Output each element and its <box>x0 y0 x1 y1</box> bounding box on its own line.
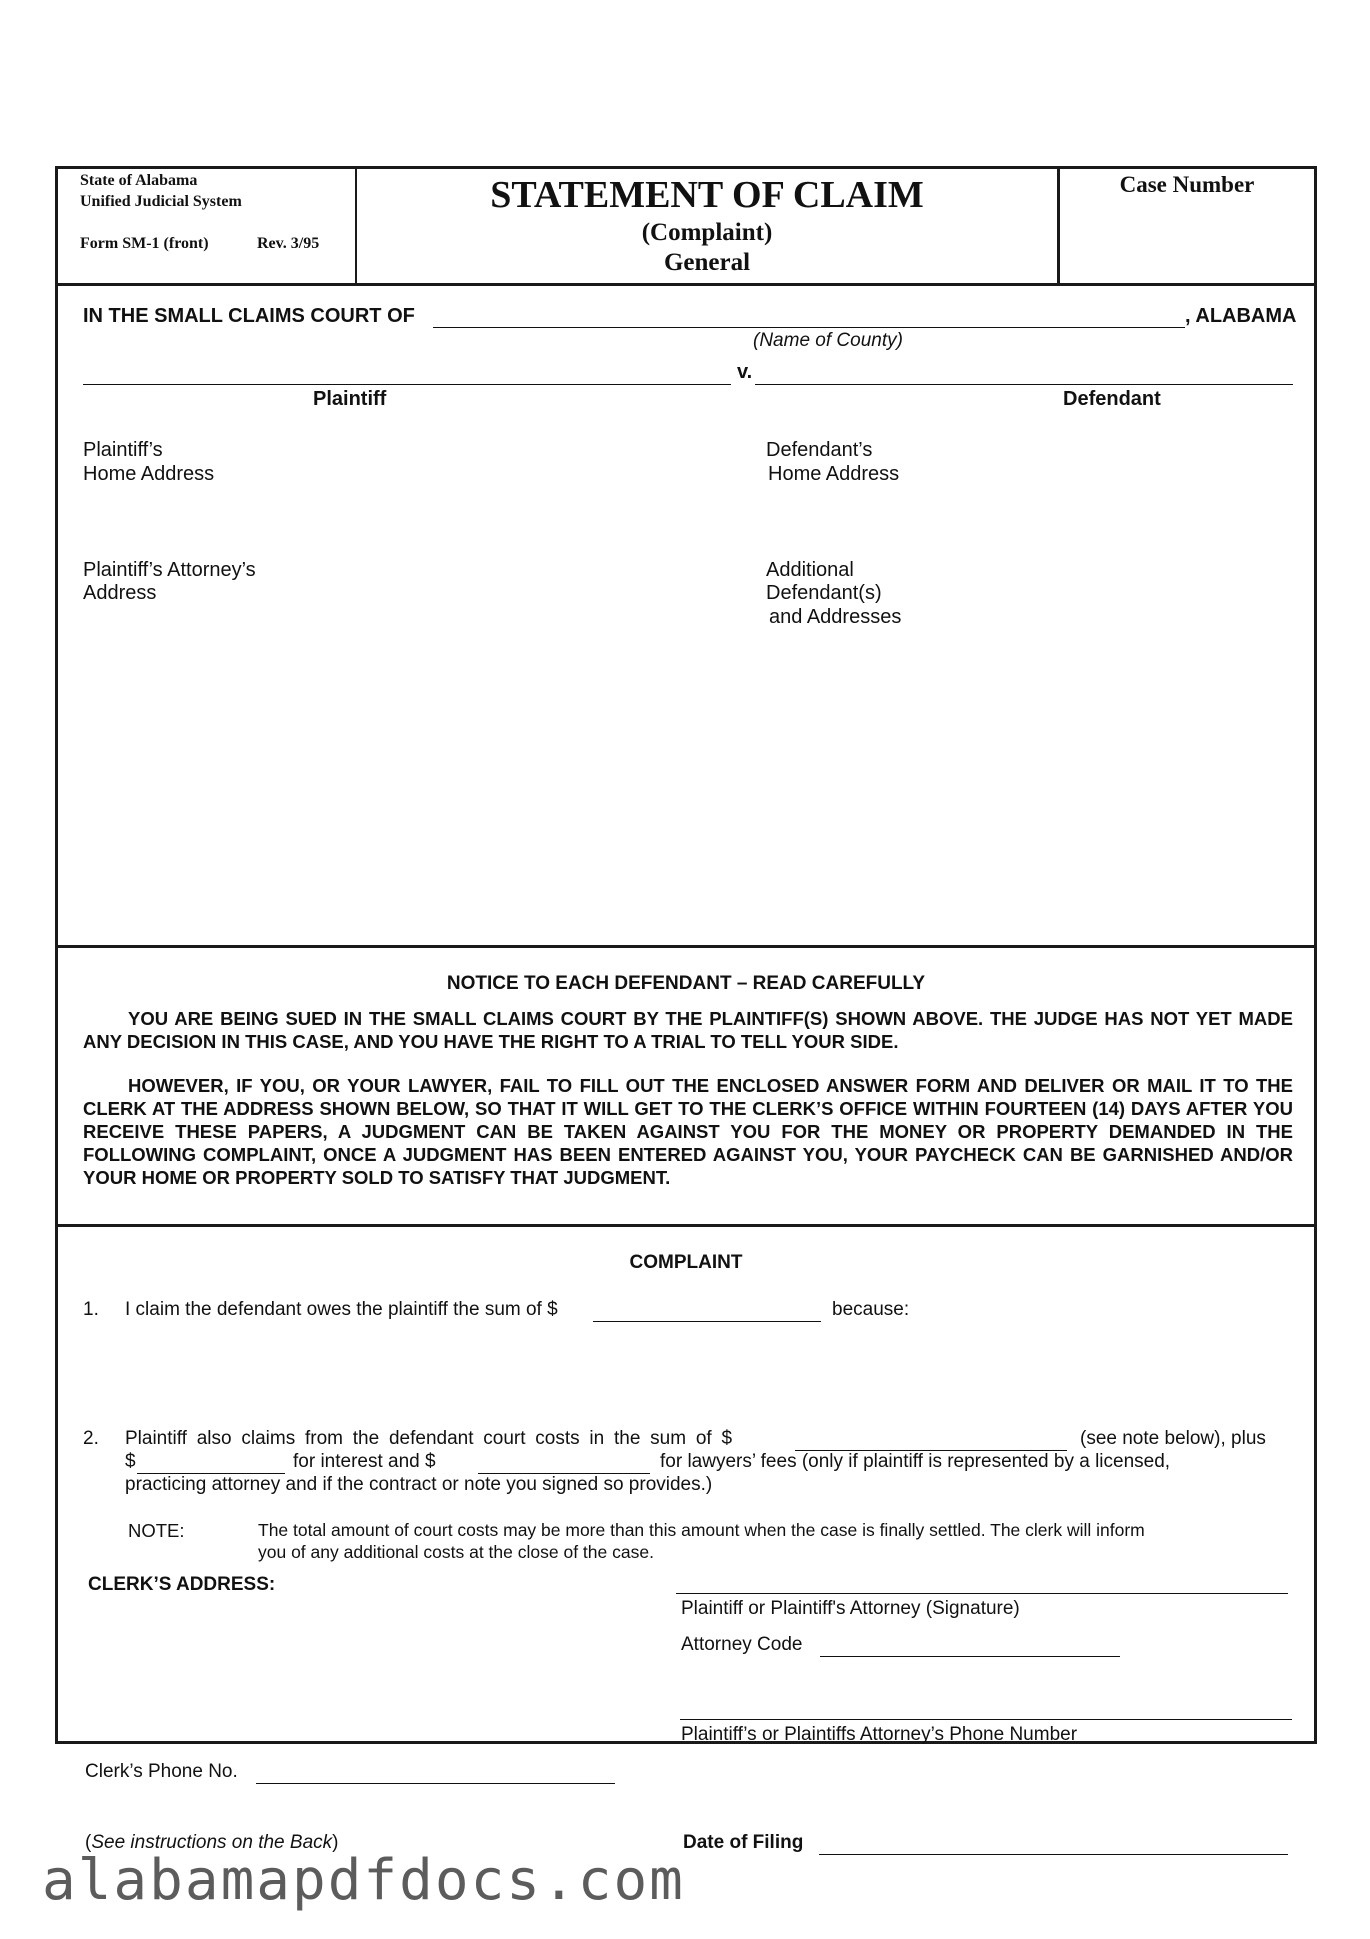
plaintiff-phone-field[interactable] <box>680 1719 1292 1720</box>
header-agency <box>58 169 357 283</box>
item2-number: 2. <box>83 1428 99 1449</box>
defendant-home-label-2: Home Address <box>768 463 900 485</box>
form-revision: Rev. 3/95 <box>257 235 320 252</box>
item2-line2-b: for interest and $ <box>293 1451 436 1472</box>
plaintiff-field[interactable] <box>83 384 731 385</box>
plaintiff-home-label-2: Home Address <box>83 463 215 485</box>
plaintiff-label: Plaintiff <box>313 388 387 410</box>
complaint-title: COMPLAINT <box>629 1252 743 1273</box>
note-line-2: you of any additional costs at the close of the case. <box>258 1542 654 1562</box>
form-subtitle-general: General <box>663 249 751 276</box>
item2-line3: practicing attorney and if the contract or note you signed so provides.) <box>125 1474 713 1495</box>
case-number-box[interactable] <box>1060 169 1314 283</box>
plaintiff-home-label-1: Plaintiff’s <box>83 439 163 461</box>
note-line-1: The total amount of court costs may be more than this amount when the case is finally settled. The clerk will inform <box>258 1520 1145 1540</box>
defendant-label: Defendant <box>1063 388 1161 410</box>
item1-because: because: <box>832 1299 910 1320</box>
attorney-address-label-1: Plaintiff’s Attorney’s <box>83 559 256 581</box>
notice-paragraph-1: YOU ARE BEING SUED IN THE SMALL CLAIMS COURT BY THE PLAINTIFF(S) SHOWN ABOVE. THE JUDGE HAS NOT YET MADE ANY DECISION IN THIS CASE, AND YOU HAVE THE RIGHT TO A TRIAL TO TELL YOUR SIDE. <box>83 1008 1293 1052</box>
instructions-note: (See instructions on the Back) <box>85 1832 339 1853</box>
complaint-section <box>58 1227 1314 1853</box>
parties-section <box>58 283 1314 948</box>
county-field[interactable] <box>433 327 1185 328</box>
defendant-home-label-1: Defendant’s <box>766 439 873 461</box>
notice-section <box>58 948 1314 1227</box>
clerk-phone-field[interactable] <box>256 1783 615 1784</box>
additional-defendants-label-2: Defendant(s) <box>766 582 882 604</box>
date-of-filing-field[interactable] <box>819 1854 1288 1855</box>
item2-line1-a: Plaintiff also claims from the defendant court costs in the sum of $ <box>125 1428 733 1449</box>
court-suffix: , ALABAMA <box>1185 305 1297 327</box>
date-of-filing-label: Date of Filing <box>683 1832 804 1853</box>
court-prefix: IN THE SMALL CLAIMS COURT OF <box>83 305 415 327</box>
form-title: STATEMENT OF CLAIM <box>490 174 924 216</box>
form-subtitle: (Complaint) <box>641 219 773 246</box>
attorney-address-label-2: Address <box>83 582 157 604</box>
item1-number: 1. <box>83 1299 99 1320</box>
case-number-label: Case Number <box>1119 172 1255 197</box>
notice-title: NOTICE TO EACH DEFENDANT – READ CAREFULLY <box>446 973 926 994</box>
claim-form <box>55 166 1317 1853</box>
header-title-block <box>357 169 1060 283</box>
state-name: State of Alabama <box>80 172 198 189</box>
note-label: NOTE: <box>128 1520 185 1541</box>
county-hint: (Name of County) <box>753 330 903 351</box>
additional-defendants-label-3: and Addresses <box>769 606 902 628</box>
notice-paragraph-2: HOWEVER, IF YOU, OR YOUR LAWYER, FAIL TO FILL OUT THE ENCLOSED ANSWER FORM AND DELIVER OR MAIL IT TO THE CLERK AT THE ADDRESS SHOWN BELOW, SO THAT IT WILL GET TO THE CLERK’S OFFICE WITHIN FOURTEEN (14) DAYS AFTER YOU RECEIVE THESE PAPERS, A JUDGMENT CAN BE TAKEN AGAINST YOU FOR THE MONEY OR PROPERTY DEMANDED IN THE FOLLOWING COMPLAINT, ONCE A JUDGMENT HAS BEEN ENTERED AGAINST YOU, YOUR PAYCHECK CAN BE GARNISHED AND/OR YOUR HOME OR PROPERTY SOLD TO SATISFY THAT JUDGMENT. <box>83 1075 1293 1188</box>
clerk-address-label: CLERK’S ADDRESS: <box>88 1574 276 1595</box>
item1-text: I claim the defendant owes the plaintiff the sum of $ <box>125 1299 558 1320</box>
form-header <box>58 169 1314 286</box>
item2-line2-a: $ <box>125 1451 136 1472</box>
plaintiff-phone-label: Plaintiff’s or Plaintiffs Attorney’s Phone Number <box>681 1724 1078 1745</box>
claim-amount-field[interactable] <box>593 1321 821 1322</box>
signature-field[interactable] <box>676 1593 1288 1594</box>
judicial-system: Unified Judicial System <box>80 193 242 210</box>
signature-label: Plaintiff or Plaintiff's Attorney (Signature) <box>681 1598 1020 1619</box>
defendant-field[interactable] <box>755 384 1293 385</box>
attorney-code-field[interactable] <box>820 1656 1120 1657</box>
additional-defendants-label-1: Additional <box>766 559 854 581</box>
clerk-phone-label: Clerk’s Phone No. <box>85 1761 238 1782</box>
versus-label: v. <box>737 361 753 383</box>
item2-line1-b: (see note below), plus <box>1080 1428 1266 1449</box>
attorney-code-label: Attorney Code <box>681 1634 803 1655</box>
watermark: alabamapdfdocs.com <box>42 1848 685 1913</box>
item2-line2-c: for lawyers’ fees (only if plaintiff is represented by a licensed, <box>660 1451 1171 1472</box>
form-id: Form SM-1 (front) <box>80 235 209 252</box>
